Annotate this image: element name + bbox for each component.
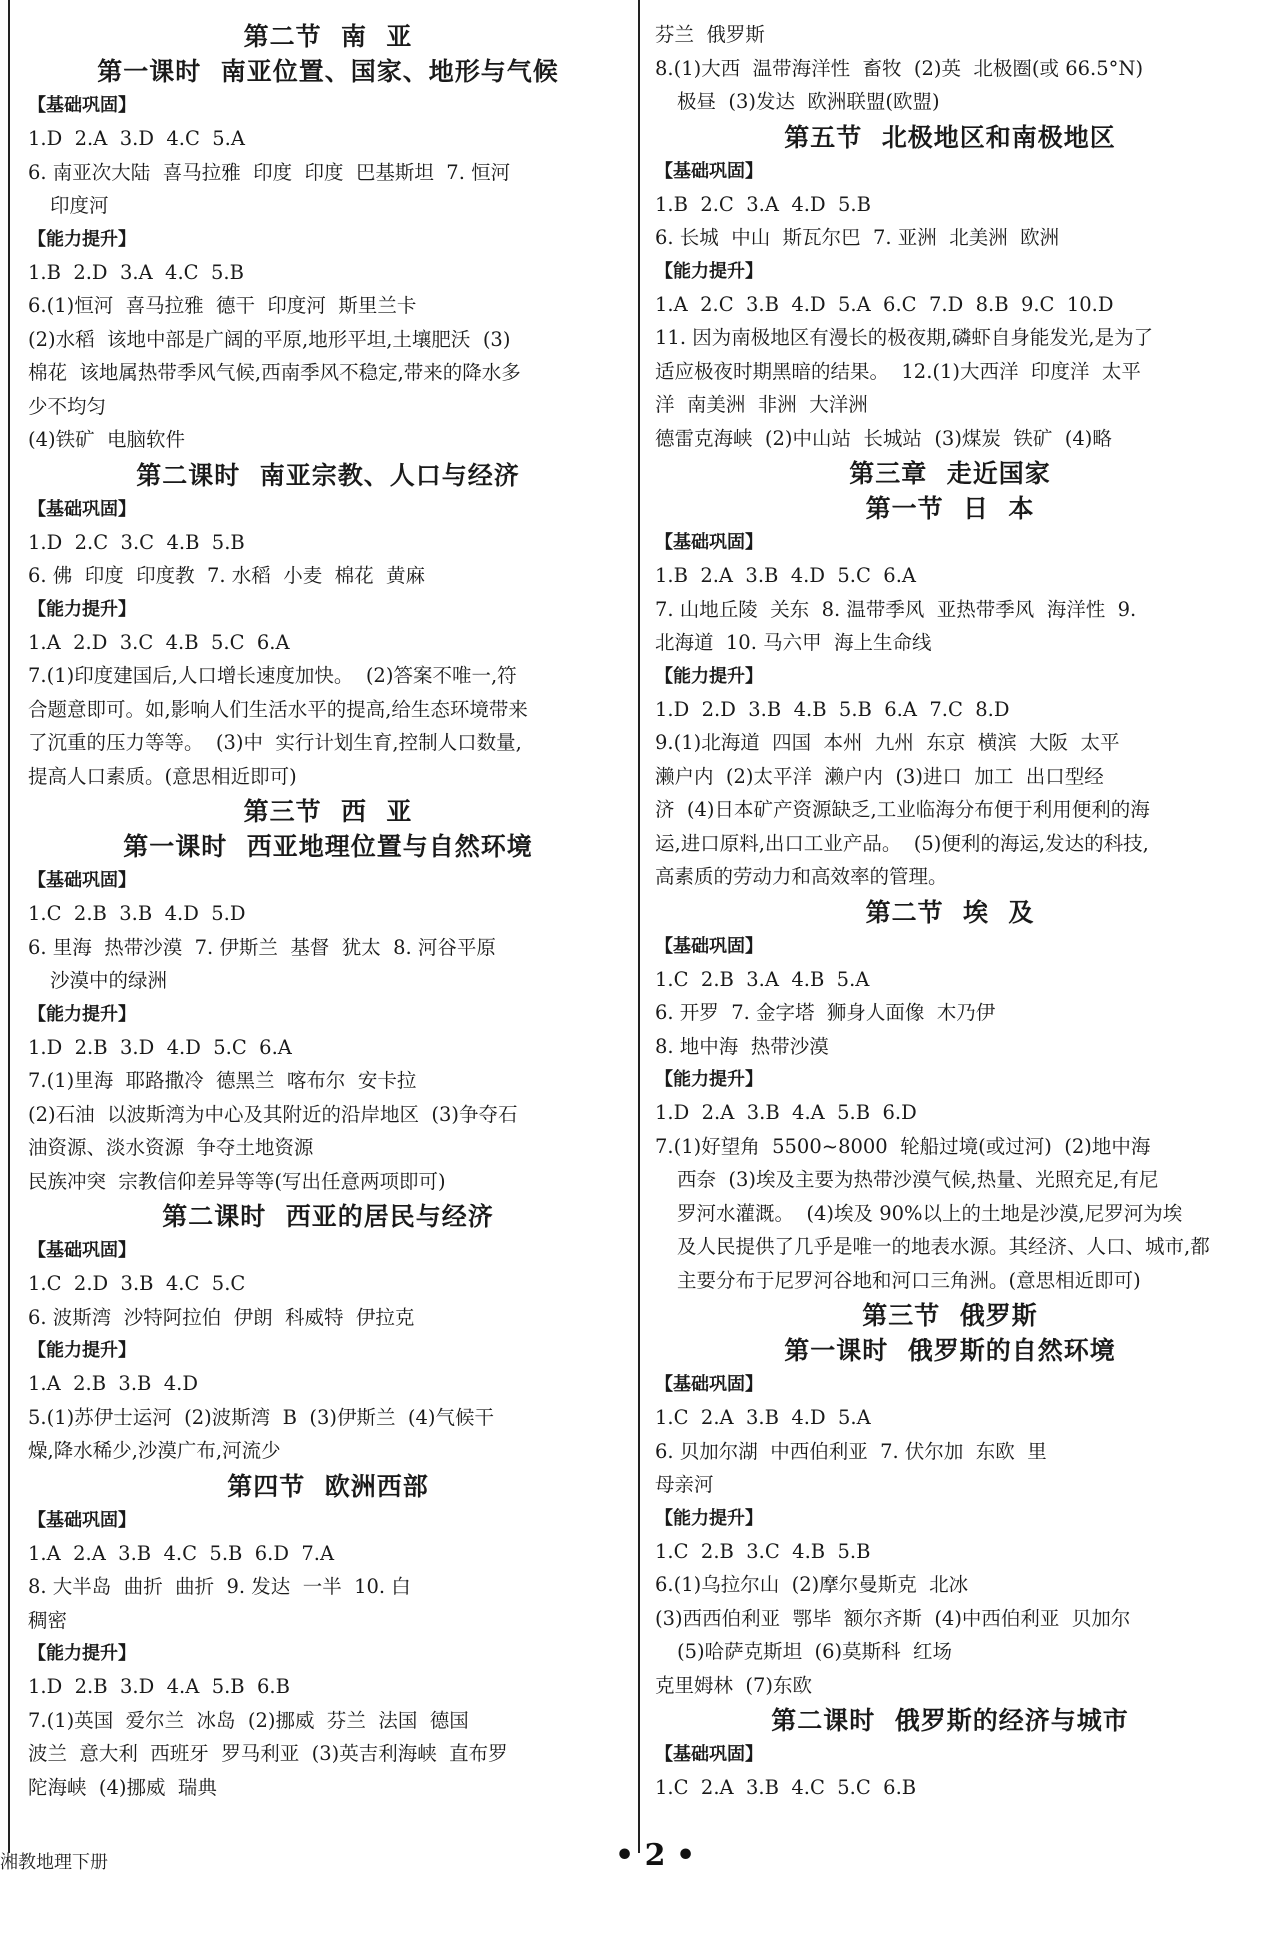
answer-line: 合题意即可。如,影响人们生活水平的提高,给生态环境带来 <box>28 697 528 721</box>
answer-line: 及人民提供了几乎是唯一的地表水源。其经济、人口、城市,都 <box>677 1235 1210 1258</box>
answer-line: 6. 开罗 7. 金字塔 狮身人面像 木乃伊 <box>655 1001 996 1024</box>
answer-line: 陀海峡 (4)挪威 瑞典 <box>28 1775 217 1799</box>
section-tag: 【基础巩固】 <box>655 1744 763 1765</box>
answer-line: 7. 山地丘陵 关东 8. 温带季风 亚热带季风 海洋性 9. <box>655 597 1137 621</box>
section-heading: 第二课时 俄罗斯的经济与城市 <box>771 1706 1129 1735</box>
answer-line: 极昼 (3)发达 欧洲联盟(欧盟) <box>677 90 940 113</box>
answer-line: 西奈 (3)埃及主要为热带沙漠气候,热量、光照充足,有尼 <box>677 1168 1159 1191</box>
answer-line: 8. 地中海 热带沙漠 <box>655 1034 829 1058</box>
answer-line: 1.C 2.B 3.A 4.B 5.A <box>655 967 870 991</box>
answer-line: 6. 佛 印度 印度教 7. 水稻 小麦 棉花 黄麻 <box>28 564 425 587</box>
section-heading: 第一课时 俄罗斯的自然环境 <box>784 1336 1116 1365</box>
section-heading: 第二节 南 亚 <box>243 22 413 51</box>
answer-line: 油资源、淡水资源 争夺土地资源 <box>28 1136 314 1159</box>
answer-line: 1.B 2.C 3.A 4.D 5.B <box>655 192 871 216</box>
answer-line: 济 (4)日本矿产资源缺乏,工业临海分布便于利用便利的海 <box>655 798 1150 821</box>
answer-line: 1.A 2.C 3.B 4.D 5.A 6.C 7.D 8.B 9.C 10.D <box>655 292 1114 316</box>
answer-line: 8.(1)大西 温带海洋性 畜牧 (2)英 北极圈(或 66.5°N) <box>655 56 1144 80</box>
section-heading: 第四节 欧洲西部 <box>227 1471 429 1501</box>
answer-line: 罗河水灌溉。 (4)埃及 90%以上的土地是沙漠,尼罗河为埃 <box>677 1201 1183 1225</box>
section-heading: 第二课时 南亚宗教、人口与经济 <box>136 460 520 490</box>
section-tag: 【能力提升】 <box>28 1003 136 1025</box>
section-tag: 【基础巩固】 <box>28 95 136 116</box>
section-tag: 【基础巩固】 <box>28 498 136 520</box>
answer-line: 1.C 2.A 3.B 4.C 5.C 6.B <box>655 1776 917 1799</box>
answer-line: 1.B 2.A 3.B 4.D 5.C 6.A <box>655 564 916 587</box>
answer-line: 主要分布于尼罗河谷地和河口三角洲。(意思相近即可) <box>677 1268 1141 1292</box>
answer-line: 沙漠中的绿洲 <box>50 969 168 992</box>
answer-line: 1.C 2.D 3.B 4.C 5.C <box>28 1272 246 1295</box>
answer-line: 9.(1)北海道 四国 本州 九州 东京 横滨 大阪 太平 <box>655 731 1120 754</box>
answer-line: 1.D 2.C 3.C 4.B 5.B <box>28 530 245 554</box>
section-tag: 【能力提升】 <box>655 260 763 282</box>
section-tag: 【能力提升】 <box>655 1069 763 1090</box>
answer-line: (4)铁矿 电脑软件 <box>28 428 186 451</box>
answer-line: 濑户内 (2)太平洋 濑户内 (3)进口 加工 出口型经 <box>655 764 1104 788</box>
answer-line: 1.B 2.D 3.A 4.C 5.B <box>28 260 244 284</box>
left-binding-rule <box>8 0 10 1853</box>
section-heading: 第一节 日 本 <box>865 494 1035 523</box>
answer-line: 北海道 10. 马六甲 海上生命线 <box>655 631 932 654</box>
answer-line: 1.D 2.B 3.D 4.A 5.B 6.B <box>28 1675 290 1698</box>
answer-line: 洋 南美洲 非洲 大洋洲 <box>655 393 868 416</box>
answer-line: 7.(1)好望角 5500~8000 轮船过境(或过河) (2)地中海 <box>655 1134 1151 1158</box>
answer-line: 5.(1)苏伊士运河 (2)波斯湾 B (3)伊斯兰 (4)气候干 <box>28 1405 495 1429</box>
answer-line: 棉花 该地属热带季风气候,西南季风不稳定,带来的降水多 <box>28 361 521 384</box>
answer-line: 7.(1)英国 爱尔兰 冰岛 (2)挪威 芬兰 法国 德国 <box>28 1708 469 1732</box>
section-tag: 【基础巩固】 <box>655 160 763 182</box>
section-heading: 第五节 北极地区和南极地区 <box>784 122 1116 152</box>
answer-line: 11. 因为南极地区有漫长的极夜期,磷虾自身能发光,是为了 <box>655 326 1154 349</box>
answer-line: 6. 南亚次大陆 喜马拉雅 印度 印度 巴基斯坦 7. 恒河 <box>28 160 511 184</box>
section-heading: 第一课时 南亚位置、国家、地形与气候 <box>97 57 559 86</box>
section-tag: 【能力提升】 <box>28 1340 136 1361</box>
answer-line: 6. 贝加尔湖 中西伯利亚 7. 伏尔加 东欧 里 <box>655 1439 1047 1463</box>
answer-line: 民族冲突 宗教信仰差异等等(写出任意两项即可) <box>28 1169 446 1193</box>
answer-line: 燥,降水稀少,沙漠广布,河流少 <box>28 1439 281 1462</box>
section-heading: 第三章 走近国家 <box>849 459 1051 488</box>
answer-line: (5)哈萨克斯坦 (6)莫斯科 红场 <box>677 1640 953 1663</box>
answer-line: 6.(1)恒河 喜马拉雅 德干 印度河 斯里兰卡 <box>28 294 417 317</box>
answer-line: 稠密 <box>28 1608 68 1632</box>
section-tag: 【基础巩固】 <box>655 1374 763 1395</box>
section-tag: 【基础巩固】 <box>655 935 763 957</box>
column-divider <box>638 0 640 1853</box>
answer-line: 6. 里海 热带沙漠 7. 伊斯兰 基督 犹太 8. 河谷平原 <box>28 935 496 959</box>
section-tag: 【基础巩固】 <box>28 1240 136 1261</box>
answer-line: 提高人口素质。(意思相近即可) <box>28 764 297 788</box>
section-tag: 【能力提升】 <box>655 1507 763 1529</box>
section-tag: 【基础巩固】 <box>28 1509 136 1531</box>
answer-line: 1.A 2.B 3.B 4.D <box>28 1372 198 1395</box>
section-tag: 【能力提升】 <box>28 1643 136 1664</box>
section-heading: 第三节 西 亚 <box>243 797 413 826</box>
answer-line: 6. 长城 中山 斯瓦尔巴 7. 亚洲 北美洲 欧洲 <box>655 226 1060 249</box>
answer-line: 1.D 2.A 3.D 4.C 5.A <box>28 127 245 150</box>
answer-line: 1.C 2.A 3.B 4.D 5.A <box>655 1406 871 1429</box>
answer-line: 运,进口原料,出口工业产品。 (5)便利的海运,发达的科技, <box>655 831 1149 855</box>
answer-line: 芬兰 俄罗斯 <box>655 23 765 46</box>
answer-line: (3)西西伯利亚 鄂毕 额尔齐斯 (4)中西伯利亚 贝加尔 <box>655 1606 1131 1630</box>
answer-line: 母亲河 <box>655 1473 714 1496</box>
answer-line: 德雷克海峡 (2)中山站 长城站 (3)煤炭 铁矿 (4)略 <box>655 426 1112 450</box>
section-tag: 【基础巩固】 <box>655 532 763 553</box>
answer-line: 1.D 2.A 3.B 4.A 5.B 6.D <box>655 1101 917 1124</box>
left-column <box>28 18 628 1804</box>
answer-line: 1.C 2.B 3.C 4.B 5.B <box>655 1539 871 1563</box>
page-number: • 2 • <box>615 1838 696 1873</box>
answer-line: 适应极夜时期黑暗的结果。 12.(1)大西洋 印度洋 太平 <box>655 359 1141 383</box>
section-heading: 第二节 埃 及 <box>865 897 1035 927</box>
answer-line: 6. 波斯湾 沙特阿拉伯 伊朗 科威特 伊拉克 <box>28 1305 415 1329</box>
section-heading: 第一课时 西亚地理位置与自然环境 <box>123 832 533 861</box>
section-heading: 第三节 俄罗斯 <box>862 1301 1038 1330</box>
answer-line: 8. 大半岛 曲折 曲折 9. 发达 一半 10. 白 <box>28 1575 411 1598</box>
answer-line: 7.(1)里海 耶路撒冷 德黑兰 喀布尔 安卡拉 <box>28 1069 417 1092</box>
answer-line: 印度河 <box>50 194 109 217</box>
answer-line: 1.A 2.A 3.B 4.C 5.B 6.D 7.A <box>28 1541 335 1565</box>
answer-line: (2)水稻 该地中部是广阔的平原,地形平坦,土壤肥沃 (3) <box>28 327 511 351</box>
answer-line: 波兰 意大利 西班牙 罗马利亚 (3)英吉利海峡 直布罗 <box>28 1742 508 1765</box>
answer-line: 6.(1)乌拉尔山 (2)摩尔曼斯克 北冰 <box>655 1573 969 1596</box>
section-tag: 【能力提升】 <box>655 665 763 687</box>
answer-line: 高素质的劳动力和高效率的管理。 <box>655 865 948 888</box>
answer-line: (2)石油 以波斯湾为中心及其附近的沿岸地区 (3)争夺石 <box>28 1102 518 1126</box>
answer-line: 少不均匀 <box>28 394 107 418</box>
answer-line: 1.D 2.D 3.B 4.B 5.B 6.A 7.C 8.D <box>655 697 1010 721</box>
answer-line: 1.A 2.D 3.C 4.B 5.C 6.A <box>28 630 290 654</box>
right-column <box>655 18 1245 1805</box>
section-tag: 【基础巩固】 <box>28 870 136 891</box>
answer-line: 1.C 2.B 3.B 4.D 5.D <box>28 902 246 925</box>
answer-line: 7.(1)印度建国后,人口增长速度加快。 (2)答案不唯一,符 <box>28 664 517 687</box>
section-heading: 第二课时 西亚的居民与经济 <box>162 1202 494 1231</box>
answer-line: 1.D 2.B 3.D 4.D 5.C 6.A <box>28 1035 292 1059</box>
section-tag: 【能力提升】 <box>28 228 136 250</box>
footer-book-title: 湘教地理下册 <box>0 1852 108 1873</box>
answer-line: 了沉重的压力等等。 (3)中 实行计划生育,控制人口数量, <box>28 731 522 754</box>
section-tag: 【能力提升】 <box>28 598 136 620</box>
answer-line: 克里姆林 (7)东欧 <box>655 1673 813 1697</box>
